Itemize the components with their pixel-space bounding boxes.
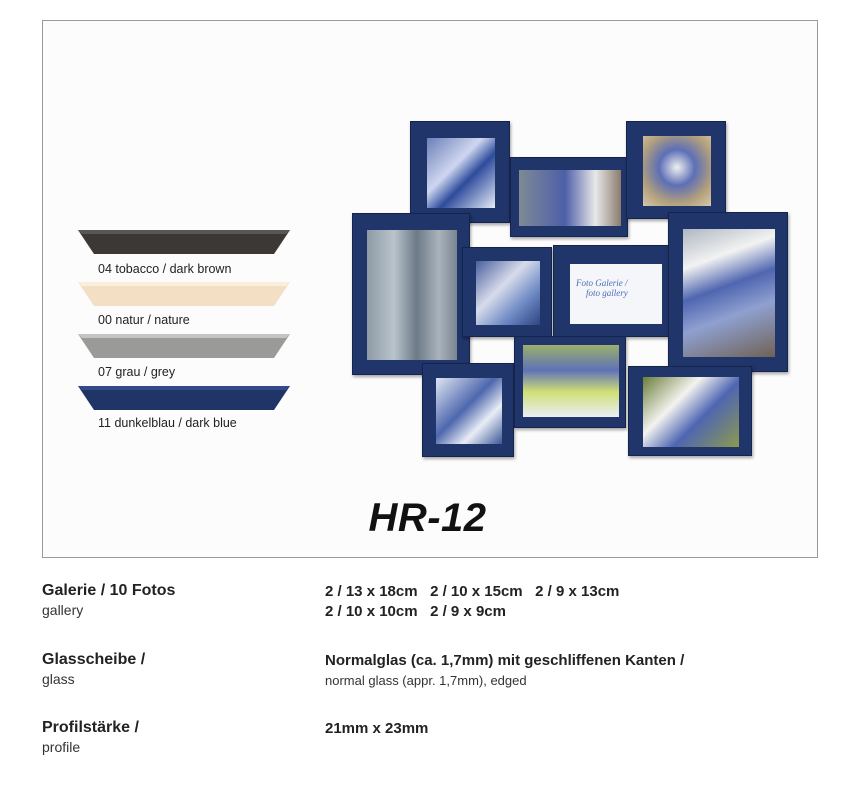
frame-bottom-right bbox=[628, 366, 752, 456]
spec-profile bbox=[42, 719, 822, 769]
photo bbox=[427, 138, 495, 208]
frame-top-center bbox=[510, 157, 628, 237]
spec-glass-title: Glasscheibe / bbox=[42, 651, 146, 668]
photo bbox=[367, 230, 457, 360]
swatch-grey bbox=[78, 334, 290, 358]
frame-center-insert bbox=[553, 245, 685, 337]
swatch-label-nature: 00 natur / nature bbox=[98, 313, 190, 327]
photo bbox=[523, 345, 619, 417]
spec-profile-line1: 21mm x 23mm bbox=[325, 720, 429, 737]
frame-right-tall bbox=[668, 212, 788, 372]
frame-top-right bbox=[626, 121, 726, 219]
spec-profile-subtitle: profile bbox=[42, 739, 81, 755]
spec-gallery-subtitle: gallery bbox=[42, 602, 84, 618]
swatch-dark-blue bbox=[78, 386, 290, 410]
photo bbox=[436, 378, 502, 444]
photo bbox=[643, 377, 739, 447]
photo bbox=[643, 136, 711, 206]
swatch-label-dark-blue: 11 dunkelblau / dark blue bbox=[98, 416, 237, 430]
spec-glass-subtitle: glass bbox=[42, 671, 75, 687]
insert-text bbox=[576, 278, 628, 298]
frame-top-left bbox=[410, 121, 510, 223]
photo bbox=[476, 261, 540, 325]
swatch-label-grey: 07 grau / grey bbox=[98, 365, 176, 379]
spec-gallery bbox=[42, 582, 822, 642]
spec-gallery-line2: 2 / 10 x 10cm 2 / 9 x 9cm bbox=[325, 603, 506, 620]
frame-bottom-left bbox=[422, 363, 514, 457]
insert-card bbox=[570, 264, 662, 324]
spec-profile-title: Profilstärke / bbox=[42, 719, 139, 736]
spec-gallery-title: Galerie / 10 Fotos bbox=[42, 582, 176, 599]
frame-bottom-center bbox=[514, 336, 626, 428]
photo bbox=[519, 170, 621, 226]
spec-gallery-line1: 2 / 13 x 18cm 2 / 10 x 15cm 2 / 9 x 13cm bbox=[325, 583, 620, 600]
insert-text-line2: foto gallery bbox=[586, 288, 628, 298]
frame-left-tall bbox=[352, 213, 470, 375]
spec-glass-line2: normal glass (appr. 1,7mm), edged bbox=[325, 673, 527, 688]
frame-center-left-square bbox=[462, 247, 552, 337]
spec-glass bbox=[42, 651, 822, 701]
insert-text-line1: Foto Galerie / bbox=[576, 278, 628, 288]
model-number: HR-12 bbox=[368, 496, 487, 540]
swatch-label-tobacco: 04 tobacco / dark brown bbox=[98, 262, 232, 276]
photo bbox=[683, 229, 775, 357]
swatch-tobacco bbox=[78, 230, 290, 254]
spec-glass-line1: Normalglas (ca. 1,7mm) mit geschliffenen Kanten / bbox=[325, 652, 685, 669]
swatch-nature bbox=[78, 282, 290, 306]
